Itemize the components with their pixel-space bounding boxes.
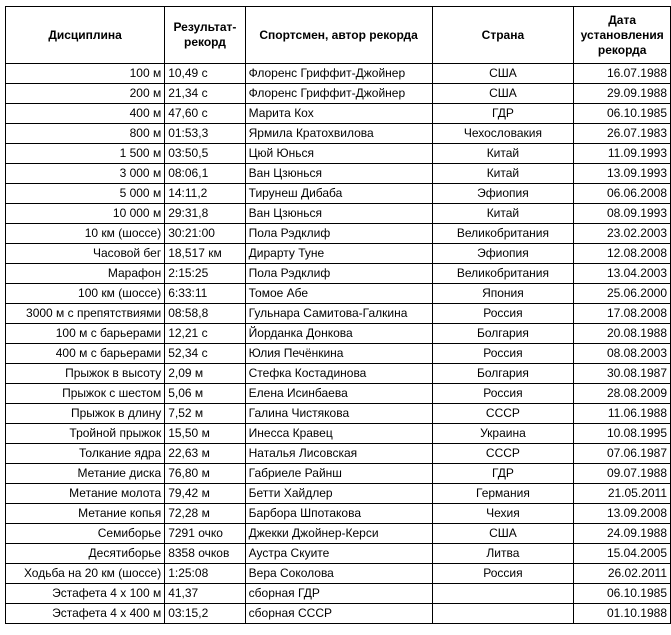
cell-athlete: Аустра Скуите: [245, 544, 432, 564]
cell-discipline: Прыжок в высоту: [6, 364, 165, 384]
cell-date: 06.06.2008: [574, 184, 671, 204]
cell-country: Чехия: [432, 504, 574, 524]
table-body: [6, 64, 671, 624]
cell-athlete: Ван Цзюнься: [245, 204, 432, 224]
cell-date: 09.07.1988: [574, 464, 671, 484]
cell-date: 13.04.2003: [574, 264, 671, 284]
cell-country: Эфиопия: [432, 244, 574, 264]
cell-athlete: сборная ГДР: [245, 584, 432, 604]
cell-date: 13.09.1993: [574, 164, 671, 184]
cell-discipline: Десятиборье: [6, 544, 165, 564]
cell-date: 08.08.2003: [574, 344, 671, 364]
cell-athlete: Тирунеш Дибаба: [245, 184, 432, 204]
cell-discipline: 800 м: [6, 124, 165, 144]
cell-country: [432, 584, 574, 604]
cell-result: 47,60 с: [165, 104, 245, 124]
cell-date: 13.09.2008: [574, 504, 671, 524]
cell-athlete: Йорданка Донкова: [245, 324, 432, 344]
header-date: Дата установления рекорда: [574, 7, 671, 64]
cell-country: Болгария: [432, 324, 574, 344]
cell-result: 21,34 с: [165, 84, 245, 104]
table-row: [6, 144, 671, 164]
table-row: [6, 64, 671, 84]
cell-date: 28.08.2009: [574, 384, 671, 404]
cell-date: 25.06.2000: [574, 284, 671, 304]
cell-date: 26.02.2011: [574, 564, 671, 584]
cell-result: 72,28 м: [165, 504, 245, 524]
cell-discipline: 10 000 м: [6, 204, 165, 224]
cell-result: 2,09 м: [165, 364, 245, 384]
cell-date: 23.02.2003: [574, 224, 671, 244]
header-result: Результат-рекорд: [165, 7, 245, 64]
cell-athlete: Бетти Хайдлер: [245, 484, 432, 504]
cell-athlete: сборная СССР: [245, 604, 432, 624]
table-row: [6, 124, 671, 144]
cell-athlete: Габриеле Райнш: [245, 464, 432, 484]
table-header-row: [6, 7, 671, 64]
cell-date: 01.10.1988: [574, 604, 671, 624]
table-row: [6, 504, 671, 524]
cell-date: 15.04.2005: [574, 544, 671, 564]
cell-athlete: Ван Цзюнься: [245, 164, 432, 184]
cell-country: Китай: [432, 144, 574, 164]
cell-discipline: Тройной прыжок: [6, 424, 165, 444]
cell-athlete: Пола Рэдклиф: [245, 264, 432, 284]
records-table-container: [5, 6, 671, 624]
cell-discipline: 5 000 м: [6, 184, 165, 204]
cell-discipline: Ходьба на 20 км (шоссе): [6, 564, 165, 584]
cell-athlete: Пола Рэдклиф: [245, 224, 432, 244]
header-country: Страна: [432, 7, 574, 64]
cell-result: 29:31,8: [165, 204, 245, 224]
cell-athlete: Цюй Юнься: [245, 144, 432, 164]
table-row: [6, 344, 671, 364]
cell-country: Россия: [432, 304, 574, 324]
cell-discipline: Эстафета 4 х 400 м: [6, 604, 165, 624]
cell-date: 06.10.1985: [574, 584, 671, 604]
cell-result: 15,50 м: [165, 424, 245, 444]
cell-country: Эфиопия: [432, 184, 574, 204]
cell-country: США: [432, 64, 574, 84]
cell-discipline: 200 м: [6, 84, 165, 104]
cell-athlete: Марита Кох: [245, 104, 432, 124]
cell-date: 11.09.1993: [574, 144, 671, 164]
cell-discipline: Метание диска: [6, 464, 165, 484]
table-row: [6, 544, 671, 564]
cell-result: 41,37: [165, 584, 245, 604]
cell-result: 8358 очков: [165, 544, 245, 564]
cell-discipline: Метание копья: [6, 504, 165, 524]
table-row: [6, 584, 671, 604]
table-row: [6, 444, 671, 464]
cell-date: 10.08.1995: [574, 424, 671, 444]
cell-result: 76,80 м: [165, 464, 245, 484]
cell-date: 11.06.1988: [574, 404, 671, 424]
cell-country: СССР: [432, 404, 574, 424]
table-row: [6, 104, 671, 124]
cell-discipline: 400 м: [6, 104, 165, 124]
header-athlete: Спортсмен, автор рекорда: [245, 7, 432, 64]
table-row: [6, 244, 671, 264]
cell-date: 06.10.1985: [574, 104, 671, 124]
cell-athlete: Джекки Джойнер-Керси: [245, 524, 432, 544]
cell-discipline: Часовой бег: [6, 244, 165, 264]
table-row: [6, 464, 671, 484]
cell-result: 79,42 м: [165, 484, 245, 504]
table-row: [6, 184, 671, 204]
header-discipline: Дисциплина: [6, 7, 165, 64]
cell-athlete: Стефка Костадинова: [245, 364, 432, 384]
cell-country: Китай: [432, 204, 574, 224]
cell-country: СССР: [432, 444, 574, 464]
cell-athlete: Флоренс Гриффит-Джойнер: [245, 84, 432, 104]
cell-result: 52,34 с: [165, 344, 245, 364]
cell-date: 07.06.1987: [574, 444, 671, 464]
cell-country: Россия: [432, 564, 574, 584]
table-row: [6, 224, 671, 244]
cell-country: Украина: [432, 424, 574, 444]
cell-country: ГДР: [432, 464, 574, 484]
cell-country: США: [432, 524, 574, 544]
cell-athlete: Ярмила Кратохвилова: [245, 124, 432, 144]
cell-country: ГДР: [432, 104, 574, 124]
table-row: [6, 564, 671, 584]
cell-athlete: Инесса Кравец: [245, 424, 432, 444]
cell-result: 03:50,5: [165, 144, 245, 164]
cell-discipline: Прыжок в длину: [6, 404, 165, 424]
womens-world-records-table: [5, 6, 671, 624]
cell-country: Великобритания: [432, 224, 574, 244]
cell-result: 18,517 км: [165, 244, 245, 264]
cell-result: 7291 очко: [165, 524, 245, 544]
cell-discipline: Толкание ядра: [6, 444, 165, 464]
cell-date: 20.08.1988: [574, 324, 671, 344]
cell-date: 24.09.1988: [574, 524, 671, 544]
cell-country: Чехословакия: [432, 124, 574, 144]
cell-result: 7,52 м: [165, 404, 245, 424]
cell-result: 10,49 с: [165, 64, 245, 84]
cell-athlete: Елена Исинбаева: [245, 384, 432, 404]
table-row: [6, 404, 671, 424]
cell-country: Болгария: [432, 364, 574, 384]
table-row: [6, 524, 671, 544]
cell-discipline: 100 км (шоссе): [6, 284, 165, 304]
cell-result: 5,06 м: [165, 384, 245, 404]
cell-result: 14:11,2: [165, 184, 245, 204]
cell-result: 1:25:08: [165, 564, 245, 584]
cell-country: Великобритания: [432, 264, 574, 284]
cell-discipline: 100 м: [6, 64, 165, 84]
cell-athlete: Наталья Лисовская: [245, 444, 432, 464]
cell-date: 26.07.1983: [574, 124, 671, 144]
cell-discipline: 100 м с барьерами: [6, 324, 165, 344]
cell-discipline: Прыжок с шестом: [6, 384, 165, 404]
cell-result: 08:58,8: [165, 304, 245, 324]
cell-result: 6:33:11: [165, 284, 245, 304]
cell-date: 12.08.2008: [574, 244, 671, 264]
cell-result: 2:15:25: [165, 264, 245, 284]
cell-athlete: Дирарту Туне: [245, 244, 432, 264]
cell-result: 30:21:00: [165, 224, 245, 244]
cell-country: Германия: [432, 484, 574, 504]
table-row: [6, 604, 671, 624]
cell-athlete: Юлия Печёнкина: [245, 344, 432, 364]
cell-country: [432, 604, 574, 624]
cell-discipline: 3000 м с препятствиями: [6, 304, 165, 324]
cell-date: 17.08.2008: [574, 304, 671, 324]
table-row: [6, 484, 671, 504]
cell-athlete: Вера Соколова: [245, 564, 432, 584]
cell-result: 08:06,1: [165, 164, 245, 184]
table-row: [6, 384, 671, 404]
cell-athlete: Флоренс Гриффит-Джойнер: [245, 64, 432, 84]
table-row: [6, 84, 671, 104]
cell-country: Китай: [432, 164, 574, 184]
table-row: [6, 164, 671, 184]
cell-athlete: Барбора Шпотакова: [245, 504, 432, 524]
cell-country: Россия: [432, 344, 574, 364]
cell-athlete: Гульнара Самитова-Галкина: [245, 304, 432, 324]
cell-discipline: Эстафета 4 х 100 м: [6, 584, 165, 604]
table-row: [6, 324, 671, 344]
cell-discipline: Метание молота: [6, 484, 165, 504]
cell-discipline: 400 м с барьерами: [6, 344, 165, 364]
table-row: [6, 264, 671, 284]
cell-result: 22,63 м: [165, 444, 245, 464]
cell-date: 16.07.1988: [574, 64, 671, 84]
cell-discipline: 10 км (шоссе): [6, 224, 165, 244]
cell-country: Япония: [432, 284, 574, 304]
cell-date: 30.08.1987: [574, 364, 671, 384]
cell-date: 21.05.2011: [574, 484, 671, 504]
table-row: [6, 204, 671, 224]
cell-discipline: 1 500 м: [6, 144, 165, 164]
cell-athlete: Галина Чистякова: [245, 404, 432, 424]
cell-country: Россия: [432, 384, 574, 404]
cell-result: 03:15,2: [165, 604, 245, 624]
cell-result: 12,21 с: [165, 324, 245, 344]
table-row: [6, 284, 671, 304]
cell-athlete: Томое Абе: [245, 284, 432, 304]
cell-country: Литва: [432, 544, 574, 564]
table-row: [6, 304, 671, 324]
cell-date: 29.09.1988: [574, 84, 671, 104]
cell-date: 08.09.1993: [574, 204, 671, 224]
cell-discipline: 3 000 м: [6, 164, 165, 184]
cell-country: США: [432, 84, 574, 104]
table-row: [6, 364, 671, 384]
cell-discipline: Марафон: [6, 264, 165, 284]
cell-result: 01:53,3: [165, 124, 245, 144]
table-row: [6, 424, 671, 444]
cell-discipline: Семиборье: [6, 524, 165, 544]
